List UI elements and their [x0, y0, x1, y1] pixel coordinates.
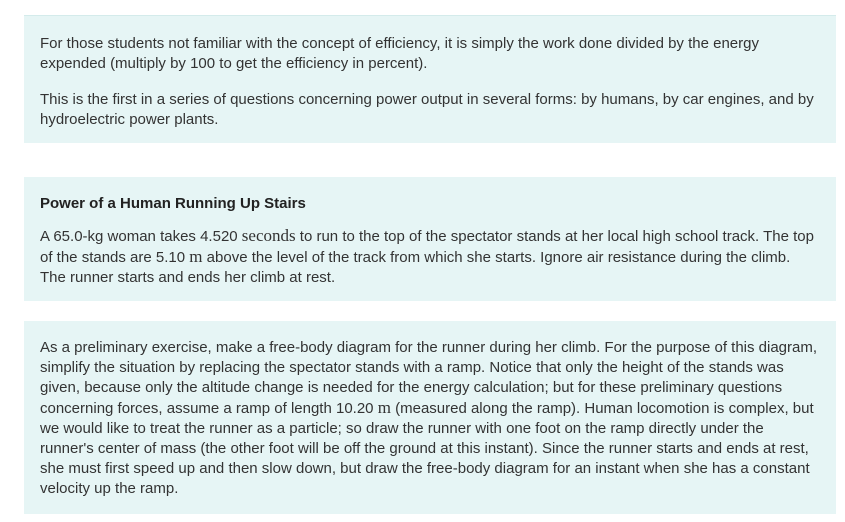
- problem-text-2: to run to the top of the spectator stands at her local high school track. The top of the stands are 5.10: [40, 228, 814, 266]
- problem-text-1: A 65.0-kg woman takes 4.520: [40, 228, 242, 245]
- problem-statement: [40, 226, 820, 288]
- intro-series-text: This is the first in a series of questions concerning power output in several forms: by humans, by car engines, and by hydroelectric power plants.: [40, 91, 814, 128]
- unit-seconds: seconds: [241, 226, 296, 245]
- exercise-panel: [24, 321, 836, 514]
- exercise-statement: [40, 338, 820, 499]
- problem-title: Power of a Human Running Up Stairs: [40, 195, 306, 212]
- exercise-text-1: As a preliminary exercise, make a free-body diagram for the runner during her climb. For the purpose of this diagram, simplify the situation by replacing the spectator stands with a ramp. Notice that only the height of the stands was given, because only the altitude change is needed for the energy calculation; but for these preliminary questions concerning forces, assume a ramp of length 10.20: [40, 339, 818, 417]
- problem-text-3: above the level of the track from which she starts. Ignore air resistance during the climb. The runner starts and ends her climb at rest.: [40, 249, 791, 286]
- intro-efficiency-text: For those students not familiar with the concept of efficiency, it is simply the work done divided by the energy expended (multiply by 100 to get the efficiency in percent).: [40, 35, 759, 72]
- unit-meters-ramp: m: [377, 398, 391, 417]
- intro-panel: [24, 15, 836, 143]
- unit-meters: m: [189, 247, 203, 266]
- exercise-text-2: (measured along the ramp). Human locomotion is complex, but we would like to treat the runner as a particle; so draw the runner with one foot on the ramp directly under the runner's center of mass (the other foot will be off the ground at this instant). Since the runner starts and ends at rest, she must first speed up and then slow down, but draw the free-body diagram for an instant when she has a constant velocity up the ramp.: [40, 400, 814, 497]
- problem-panel: [24, 177, 836, 301]
